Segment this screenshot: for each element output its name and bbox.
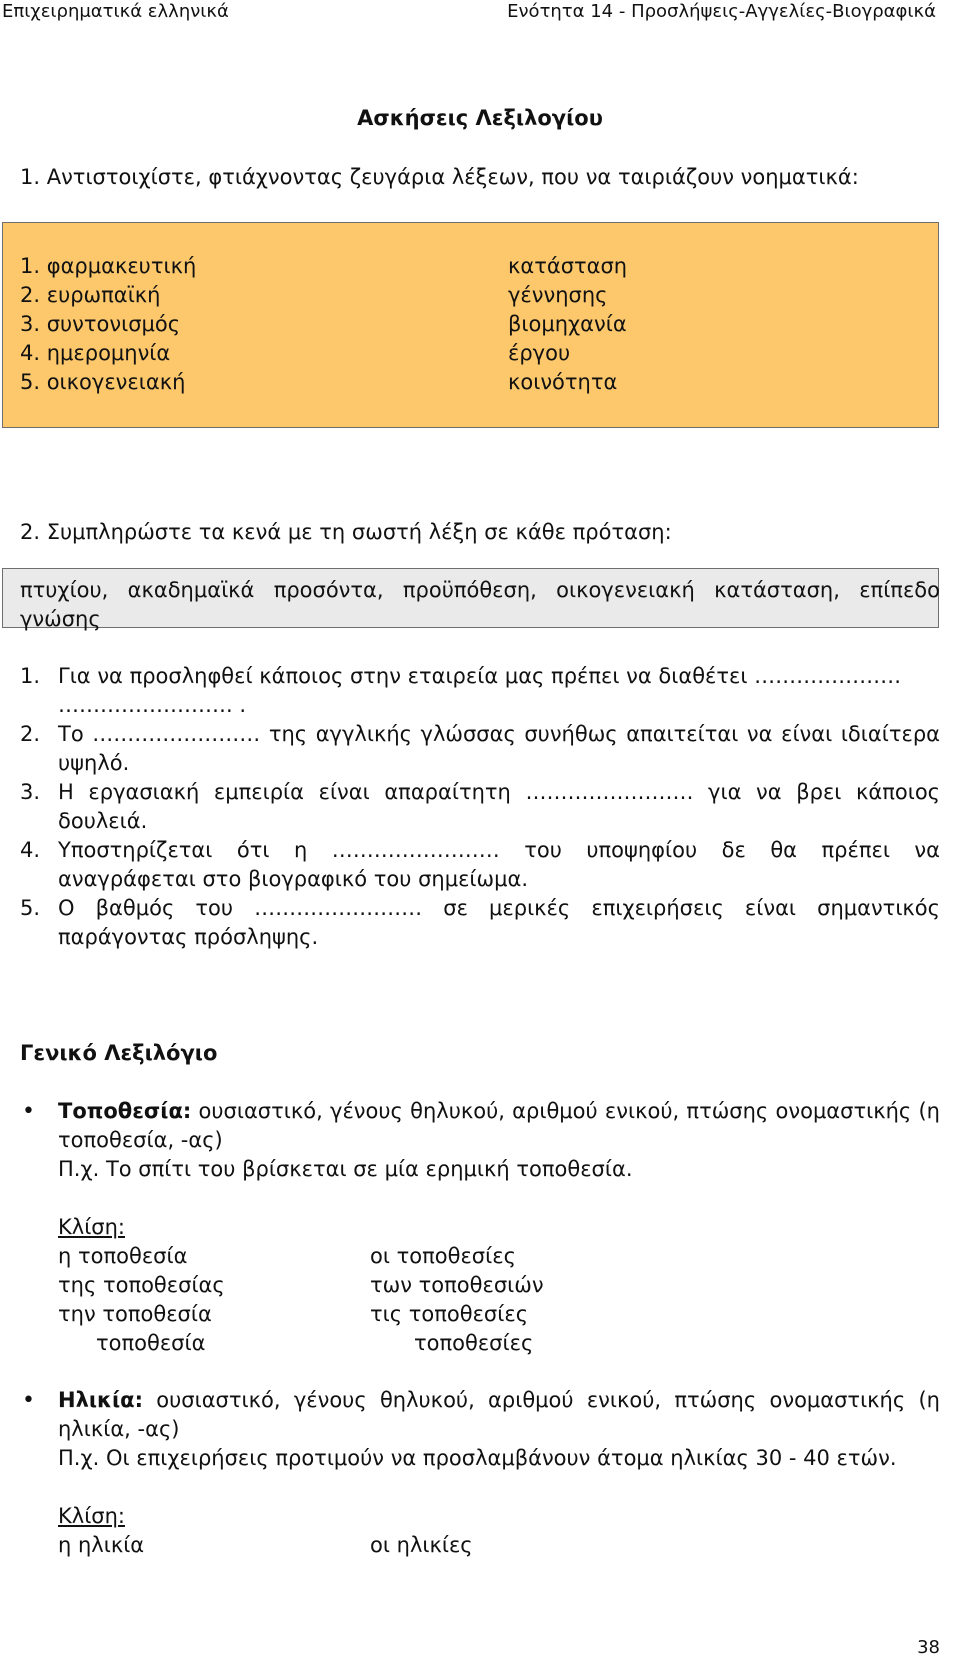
exercise2-instruction: 2. Συμπληρώστε τα κενά με τη σωστή λέξη σε κάθε πρόταση: [20,520,672,544]
word-bank-line: γνώσης [20,607,101,631]
vocab-term: Ηλικία: [58,1388,143,1412]
matching-left-item: 1. φαρμακευτική [20,254,197,278]
sentence-number: 3. [20,780,41,804]
singular-column [58,1242,225,1358]
plural-form: οι ηλικίες [370,1533,473,1557]
matching-left-item: 3. συντονισμός [20,312,181,336]
sentence-text: παράγοντας πρόσληψης. [58,925,319,949]
sentence-text: δουλειά. [58,809,148,833]
sentence-number: 4. [20,838,41,862]
matching-right-item: βιομηχανία [508,312,627,336]
header-right: Ενότητα 14 - Προσλήψεις-Αγγελίες-Βιογραφικά [507,1,936,22]
vocab-definition-text: ουσιαστικό, γένους θηλυκού, αριθμού ενικού, πτώσης ονομαστικής (η [156,1388,940,1412]
declension-label: Κλίση: [58,1504,125,1528]
singular-form: της τοποθεσίας [58,1273,225,1297]
vocab-definition-text: τοποθεσία, -ας) [58,1128,223,1152]
vocab-example: Π.χ. Οι επιχειρήσεις προτιμούν να προσλαμβάνουν άτομα ηλικίας 30 - 40 ετών. [58,1446,897,1470]
singular-form: τοποθεσία [96,1331,206,1355]
plural-form: τις τοποθεσίες [370,1302,529,1326]
exercises-title: Ασκήσεις Λεξιλογίου [357,106,603,130]
matching-right-item: κατάσταση [508,254,628,278]
matching-right-item: κοινότητα [508,370,618,394]
matching-right-item: γέννησης [508,283,608,307]
bullet-icon: • [22,1099,35,1124]
word-bank-line: πτυχίου, ακαδημαϊκά προσόντα, προϋπόθεση, οικογενειακή κατάσταση, επίπεδο [20,578,940,602]
vocab-entry-definition [58,1386,940,1415]
sentence-text: Η εργασιακή εμπειρία είναι απαραίτητη …………………… για να βρει κάποιος [58,780,940,804]
sentence-text: Υποστηρίζεται ότι η …………………… του υποψηφίου δε θα πρέπει να [58,838,940,862]
singular-form: την τοποθεσία [58,1302,212,1326]
sentence-text: ……………………. . [58,693,247,717]
matching-right-item: έργου [508,341,571,365]
sentence-number: 5. [20,896,41,920]
page-number: 38 [917,1637,940,1658]
singular-form: η ηλικία [58,1533,145,1557]
vocab-title: Γενικό Λεξιλόγιο [20,1041,218,1065]
sentence-text: αναγράφεται στο βιογραφικό του σημείωμα. [58,867,528,891]
sentence-text: υψηλό. [58,751,130,775]
matching-left-item: 2. ευρωπαϊκή [20,283,161,307]
sentence-text: Για να προσληφθεί κάποιος στην εταιρεία μας πρέπει να διαθέτει ………………… [58,664,902,688]
matching-left-column [20,252,196,397]
plural-form: οι τοποθεσίες [370,1244,516,1268]
vocab-entry-definition [58,1097,940,1126]
vocab-definition-text: ουσιαστικό, γένους θηλυκού, αριθμού ενικού, πτώσης ονομαστικής (η [198,1099,940,1123]
plural-form: των τοποθεσιών [370,1273,544,1297]
plural-form: τοποθεσίες [414,1331,534,1355]
vocab-example: Π.χ. Το σπίτι του βρίσκεται σε μία ερημική τοποθεσία. [58,1157,633,1181]
declension-label: Κλίση: [58,1215,125,1239]
plural-column [370,1242,544,1358]
bullet-icon: • [22,1388,35,1413]
matching-left-item: 5. οικογενειακή [20,370,186,394]
sentence-text: Το …………………… της αγγλικής γλώσσας συνήθως απαιτείται να είναι ιδιαίτερα [58,722,940,746]
sentence-number: 1. [20,664,41,688]
header-left: Επιχειρηματικά ελληνικά [2,1,229,22]
vocab-term: Τοποθεσία: [58,1099,192,1123]
matching-left-item: 4. ημερομηνία [20,341,171,365]
exercise1-instruction: 1. Αντιστοιχίστε, φτιάχνοντας ζευγάρια λέξεων, που να ταιριάζουν νοηματικά: [20,165,859,189]
singular-form: η τοποθεσία [58,1244,188,1268]
vocab-definition-text: ηλικία, -ας) [58,1417,180,1441]
sentence-text: Ο βαθμός του …………………… σε μερικές επιχειρήσεις είναι σημαντικός [58,896,940,920]
sentence-number: 2. [20,722,41,746]
matching-right-column [508,252,627,397]
